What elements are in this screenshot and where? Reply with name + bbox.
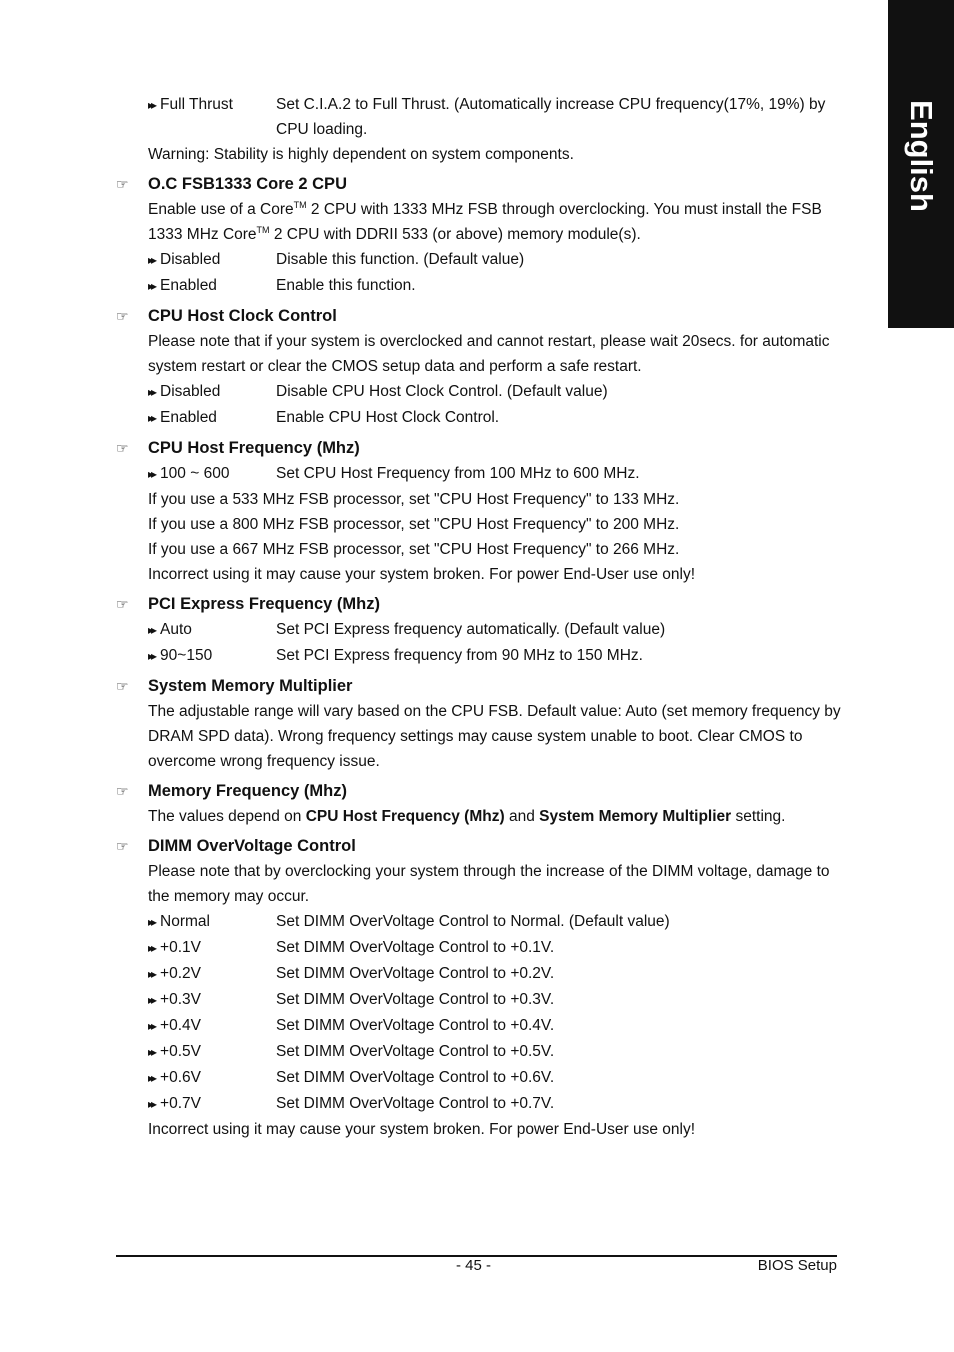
option-value: Set PCI Express frequency automatically. (Default value) [276,621,666,638]
option-row [148,961,841,987]
desc-part: The values depend on [148,808,306,825]
pointing-hand-icon: ☞ [116,307,129,324]
desc-part: and [504,808,540,825]
option-key: ▸▸ Enabled [148,405,276,431]
option-key: ▸▸ Disabled [148,247,276,273]
option-row [148,617,841,643]
note-line: If you use a 533 MHz FSB processor, set "CPU Host Frequency" to 133 MHz. [148,491,680,508]
option-key: ▸▸ +0.4V [148,1013,276,1039]
option-row [148,1065,841,1091]
option-key: ▸▸ Enabled [148,273,276,299]
option-key: ▸▸ +0.5V [148,1039,276,1065]
note-line: If you use a 667 MHz FSB processor, set "CPU Host Frequency" to 266 MHz. [148,541,680,558]
language-tab-label: English [904,100,939,212]
option-value: Set DIMM OverVoltage Control to Normal. (Default value) [276,913,670,930]
option-key: ▸▸ Normal [148,909,276,935]
section-heading [116,303,841,329]
section-heading [116,673,841,699]
option-key: ▸▸ 100 ~ 600 [148,461,276,487]
option-row [148,1013,841,1039]
option-key: ▸▸ 90~150 [148,643,276,669]
section-description: The adjustable range will vary based on the CPU FSB. Default value: Auto (set memory frequency by DRAM SPD data). Wrong frequency settings may cause system unable to boot. Clear CMOS to overcome wrong frequency issue. [148,703,841,770]
trademark-mark: TM [256,224,270,235]
desc-part: setting. [731,808,786,825]
option-key: ▸▸ Auto [148,617,276,643]
option-value: Set C.I.A.2 to Full Thrust. (Automatically increase CPU frequency(17%, 19%) by CPU loading. [276,96,826,138]
option-row [148,1091,841,1117]
section-title: Memory Frequency (Mhz) [148,781,347,800]
option-value: Set PCI Express frequency from 90 MHz to 150 MHz. [276,647,643,664]
desc-part: 2 CPU with 1333 MHz FSB through overclocking. You must install the FSB 1333 MHz Core [148,201,822,243]
option-row [148,461,841,487]
option-value: Set DIMM OverVoltage Control to +0.1V. [276,939,555,956]
pointing-hand-icon: ☞ [116,175,129,192]
option-row [148,273,841,299]
pointing-hand-icon: ☞ [116,677,129,694]
option-value: Set CPU Host Frequency from 100 MHz to 600 MHz. [276,465,640,482]
pointing-hand-icon: ☞ [116,837,129,854]
pointing-hand-icon: ☞ [116,782,129,799]
section-title: PCI Express Frequency (Mhz) [148,594,380,613]
section-title: DIMM OverVoltage Control [148,836,356,855]
option-value: Enable CPU Host Clock Control. [276,409,500,426]
option-value: Disable CPU Host Clock Control. (Default value) [276,383,608,400]
option-row [148,935,841,961]
option-row [148,909,841,935]
warning-text: Warning: Stability is highly dependent on system components. [148,146,574,163]
page-number: - 45 - [456,1257,492,1274]
section-title: CPU Host Frequency (Mhz) [148,438,360,457]
page-content [116,92,841,1142]
option-value: Set DIMM OverVoltage Control to +0.7V. [276,1095,555,1112]
section-heading [116,833,841,859]
option-row [148,643,841,669]
section-heading [116,778,841,804]
bold-term: CPU Host Frequency (Mhz) [305,808,505,825]
section-title: O.C FSB1333 Core 2 CPU [148,174,347,193]
pointing-hand-icon: ☞ [116,595,129,612]
section-description: Please note that by overclocking your system through the increase of the DIMM voltage, damage to the memory may occur. [148,863,830,905]
option-value: Set DIMM OverVoltage Control to +0.2V. [276,965,555,982]
section-heading [116,591,841,617]
option-key: ▸▸ Disabled [148,379,276,405]
warning-text: Incorrect using it may cause your system broken. For power End-User use only! [148,1121,696,1138]
option-value: Set DIMM OverVoltage Control to +0.3V. [276,991,555,1008]
option-value: Set DIMM OverVoltage Control to +0.6V. [276,1069,555,1086]
option-row [148,379,841,405]
option-row [148,405,841,431]
option-value: Enable this function. [276,277,416,294]
option-row [148,987,841,1013]
bold-term: System Memory Multiplier [539,808,732,825]
option-value: Set DIMM OverVoltage Control to +0.5V. [276,1043,555,1060]
section-description [148,804,841,829]
option-key: ▸▸ +0.3V [148,987,276,1013]
option-key: ▸▸ Full Thrust [148,92,276,142]
option-key: ▸▸ +0.7V [148,1091,276,1117]
option-key: ▸▸ +0.6V [148,1065,276,1091]
footer-title: BIOS Setup [757,1257,837,1274]
option-row [148,1039,841,1065]
desc-part: 2 CPU with DDRII 533 (or above) memory module(s). [269,226,641,243]
option-row [148,247,841,273]
section-heading [116,435,841,461]
option-key: ▸▸ +0.2V [148,961,276,987]
pointing-hand-icon: ☞ [116,439,129,456]
desc-part: Enable use of a Core [148,201,294,218]
section-description [148,197,841,247]
section-description: Please note that if your system is overclocked and cannot restart, please wait 20secs. for automatic system restart or clear the CMOS setup data and perform a safe restart. [148,333,830,375]
option-row [148,92,841,142]
trademark-mark: TM [293,199,307,210]
section-title: System Memory Multiplier [148,676,353,695]
language-tab [888,0,954,328]
option-key: ▸▸ +0.1V [148,935,276,961]
note-line: Incorrect using it may cause your system broken. For power End-User use only! [148,566,696,583]
note-line: If you use a 800 MHz FSB processor, set "CPU Host Frequency" to 200 MHz. [148,516,680,533]
option-value: Set DIMM OverVoltage Control to +0.4V. [276,1017,555,1034]
option-value: Disable this function. (Default value) [276,251,525,268]
section-heading [116,171,841,197]
section-title: CPU Host Clock Control [148,306,337,325]
